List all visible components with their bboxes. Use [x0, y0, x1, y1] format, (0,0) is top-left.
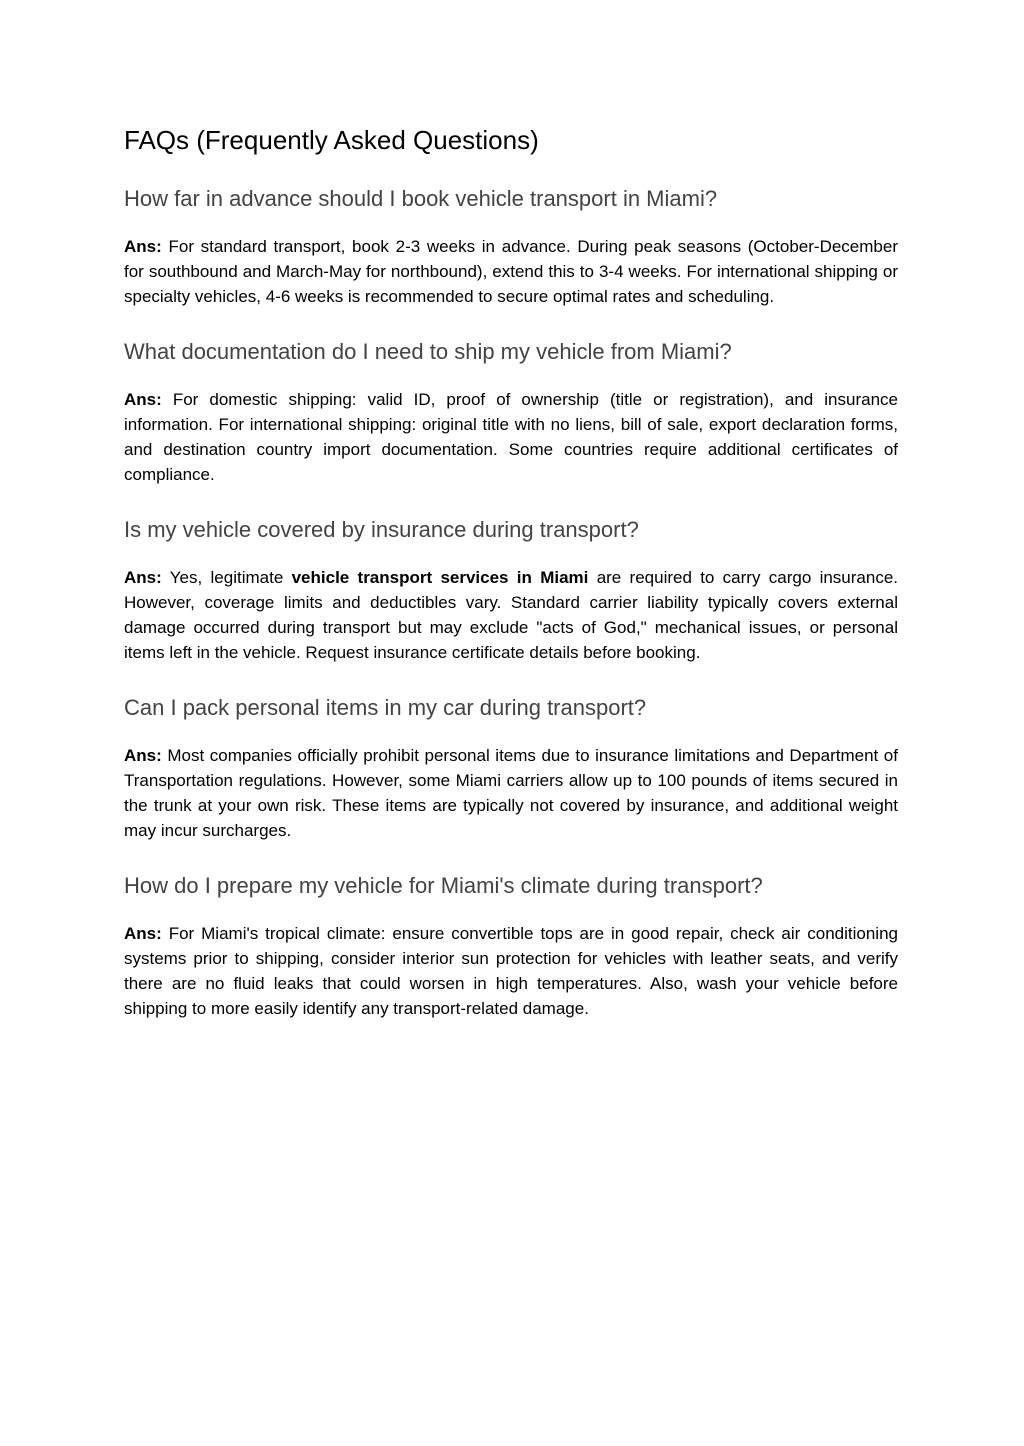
- ans-label: Ans:: [124, 390, 162, 409]
- ans-label: Ans:: [124, 568, 162, 587]
- faq-item: [124, 337, 898, 487]
- faq-answer: [124, 387, 898, 487]
- ans-label: Ans:: [124, 924, 162, 943]
- answer-text: For Miami's tropical climate: ensure convertible tops are in good repair, check air conditioning systems prior to shipping, consider interior sun protection for vehicles with leather seats, and verify there are no fluid leaks that could worsen in high temperatures. Also, wash your vehicle before shipping to more easily identify any transport-related damage.: [124, 924, 898, 1018]
- answer-text: Most companies officially prohibit personal items due to insurance limitations and Department of Transportation regulations. However, some Miami carriers allow up to 100 pounds of items secured in the trunk at your own risk. These items are typically not covered by insurance, and additional weight may incur surcharges.: [124, 746, 898, 840]
- faq-item: [124, 693, 898, 843]
- faq-question: How far in advance should I book vehicle transport in Miami?: [124, 186, 718, 211]
- faq-answer: [124, 743, 898, 843]
- faq-question: Is my vehicle covered by insurance during transport?: [124, 517, 639, 542]
- faq-answer: [124, 234, 898, 309]
- faq-question: How do I prepare my vehicle for Miami's climate during transport?: [124, 873, 763, 898]
- ans-label: Ans:: [124, 237, 162, 256]
- faq-question: Can I pack personal items in my car during transport?: [124, 695, 647, 720]
- faq-answer: [124, 921, 898, 1021]
- ans-label: Ans:: [124, 746, 162, 765]
- answer-text: For domestic shipping: valid ID, proof of ownership (title or registration), and insurance information. For international shipping: original title with no liens, bill of sale, export declaration forms, and destination country import documentation. Some countries require additional certificates of compliance.: [124, 390, 898, 484]
- answer-emphasis: vehicle transport services in Miami: [291, 568, 589, 587]
- faq-question: What documentation do I need to ship my vehicle from Miami?: [124, 339, 732, 364]
- answer-text-before: Yes, legitimate: [169, 568, 284, 587]
- answer-text-after: are required to carry cargo insurance. However, coverage limits and deductibles vary. Standard carrier liability typically covers external damage occurred during transport but may exclude "acts of God," mechanical issues, or personal items left in the vehicle. Request insurance certificate details before booking.: [124, 568, 899, 662]
- faq-item: [124, 515, 898, 665]
- document-title: FAQs (Frequently Asked Questions): [124, 125, 539, 155]
- faq-item: [124, 184, 898, 309]
- faq-answer: [124, 565, 898, 665]
- faq-item: [124, 871, 898, 1021]
- answer-text: For standard transport, book 2-3 weeks in advance. During peak seasons (October-December for southbound and March-May for northbound), extend this to 3-4 weeks. For international shipping or specialty vehicles, 4-6 weeks is recommended to secure optimal rates and scheduling.: [124, 237, 898, 306]
